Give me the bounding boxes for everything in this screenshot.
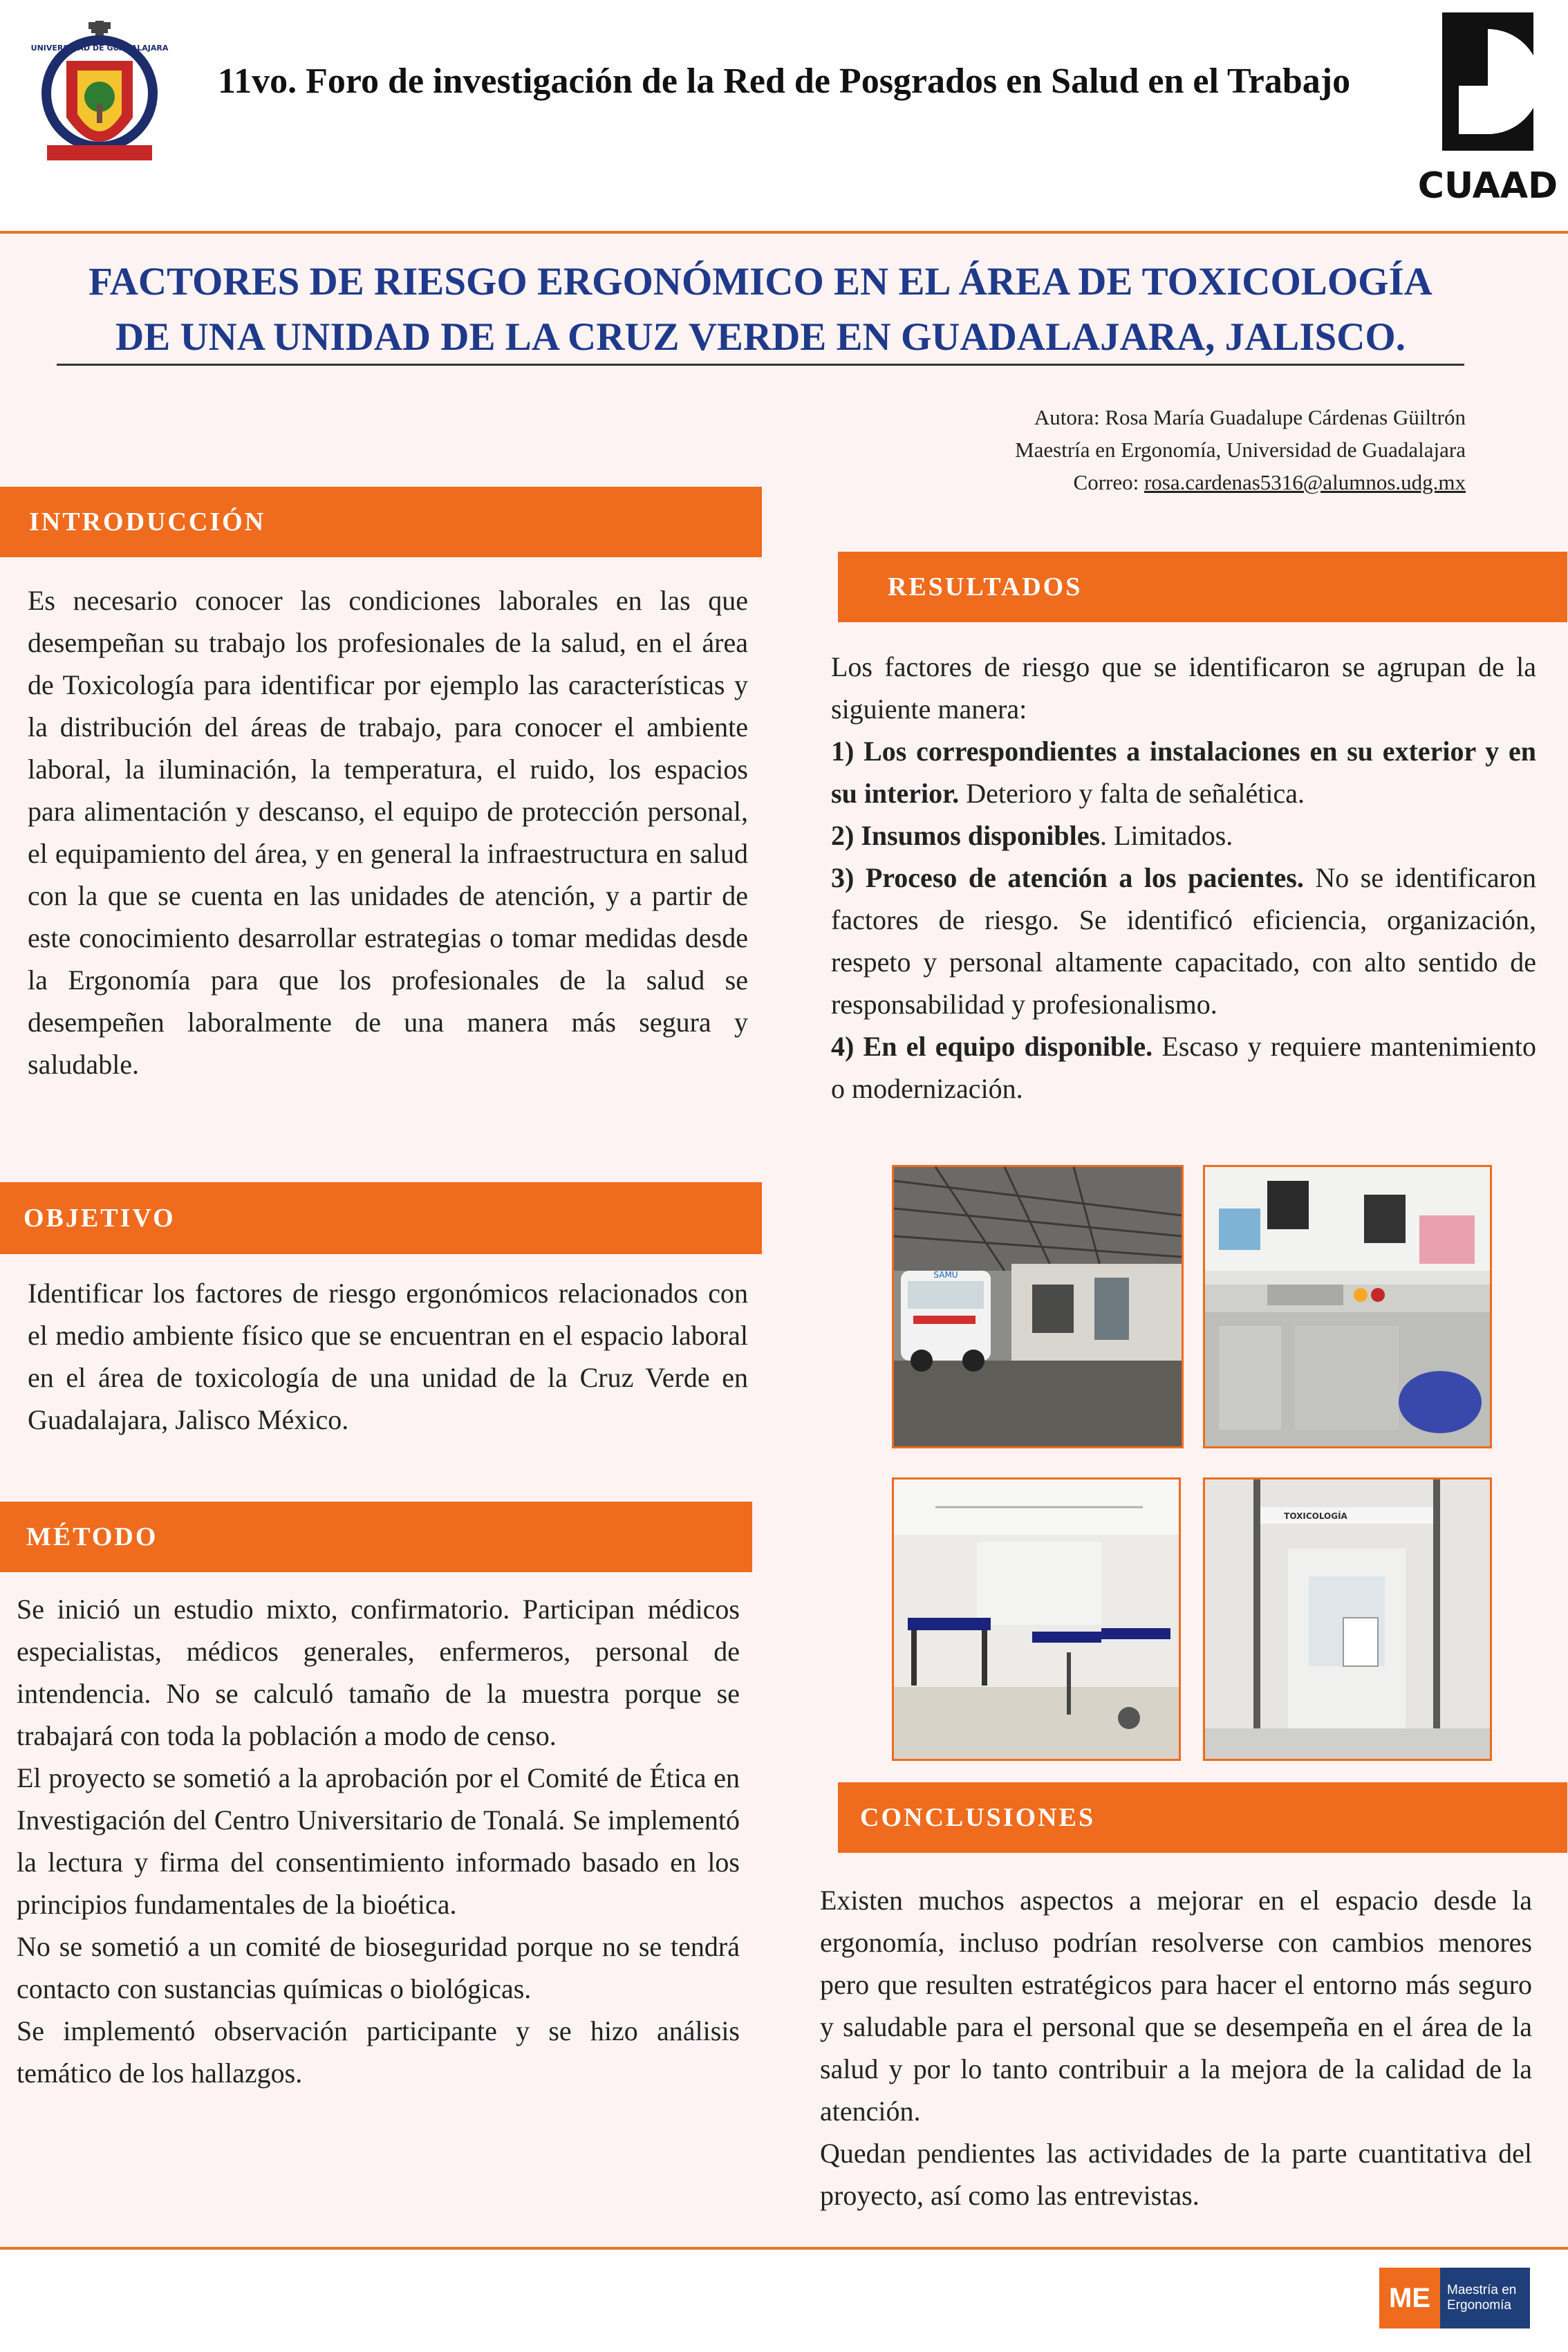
header-divider <box>0 231 1568 234</box>
conclusiones-heading: CONCLUSIONES <box>838 1782 1567 1853</box>
resultados-item-title: 2) Insumos disponibles <box>831 820 1101 851</box>
cuaad-logo-text: CUAAD <box>1417 165 1558 207</box>
resultados-item-desc: No se identificaron factores de riesgo. Se identificó eficiencia, organización, respeto y personal altamente capacitado, con alto sentido de responsabilidad y profesionalismo. <box>831 862 1537 1020</box>
resultados-item-desc: Escaso y requiere mantenimiento o modernización. <box>831 1031 1536 1104</box>
resultados-heading: RESULTADOS <box>838 552 1567 622</box>
badge-line1: Maestría en <box>1447 2283 1517 2297</box>
objetivo-text: Identificar los factores de riesgo ergonómicos relacionados con el medio ambiente físico que se encuentran en el espacio laboral en el área de toxicología de una unidad de la Cruz Verde en Guadalajara, Jalisco México. <box>28 1278 748 1435</box>
photo-exterior-ambulance <box>892 1165 1184 1448</box>
title-underline <box>57 364 1464 366</box>
badge-letters: ME <box>1379 2268 1440 2328</box>
metodo-paragraph: El proyecto se sometió a la aprobación por el Comité de Ética en Investigación del Centro Universitario de Tonalá. Se implementó la lectura y firma del consentimiento informado basado en los principios fundamentales de la bioética. <box>17 1762 740 1920</box>
metodo-heading: MÉTODO <box>0 1502 752 1572</box>
badge-line2: Ergonomía <box>1447 2298 1511 2313</box>
photo-patient-beds <box>892 1477 1181 1761</box>
resultados-item-desc: Deterioro y falta de señalética. <box>959 778 1305 809</box>
conclusiones-text <box>820 1879 1532 2216</box>
conclusiones-paragraph: Quedan pendientes las actividades de la parte cuantitativa del proyecto, así como las entrevistas. <box>820 2138 1532 2211</box>
poster-title <box>55 254 1466 365</box>
author-email-line <box>857 466 1466 498</box>
photo-toxicologia-entrance <box>1203 1477 1492 1761</box>
metodo-paragraph: Se implementó observación participante y se hizo análisis temático de los hallazgos. <box>17 2015 740 2089</box>
header-title: 11vo. Foro de investigación de la Red de Posgrados en Salud en el Trabajo <box>218 62 1351 101</box>
resultados-intro: Los factores de riesgo que se identificaron se agrupan de la siguiente manera: <box>831 651 1536 725</box>
metodo-paragraph: Se inició un estudio mixto, confirmatorio. Participan médicos especialistas, médicos generales, enfermeros, personal de intendencia. No se calculó tamaño de la muestra porque se trabajará con toda la población a modo de censo. <box>17 1594 740 1751</box>
photo-sink-area <box>1203 1165 1492 1448</box>
udg-logo <box>30 21 169 180</box>
objetivo-heading: OBJETIVO <box>0 1182 762 1254</box>
resultados-item-title: 4) En el equipo disponible. <box>831 1031 1153 1062</box>
resultados-item-title: 3) Proceso de atención a los pacientes. <box>831 862 1304 893</box>
badge-text <box>1440 2268 1530 2328</box>
resultados-item <box>831 730 1536 814</box>
poster-title-line1: FACTORES DE RIESGO ERGONÓMICO EN EL ÁREA DE TOXICOLOGÍA <box>88 260 1432 304</box>
cuaad-logo <box>1417 10 1558 207</box>
footer-divider <box>0 2247 1568 2250</box>
udg-logo-text: UNIVERSIDAD DE GUADALAJARA <box>30 44 169 53</box>
resultados-item <box>831 857 1536 1025</box>
maestria-ergonomia-badge <box>1379 2268 1530 2328</box>
introduccion-text: Es necesario conocer las condiciones laborales en las que desempeñan su trabajo los profesionales de la salud, en el área de Toxicología para identificar por ejemplo las características y la distribución del áreas de trabajo, para conocer el ambiente laboral, la iluminación, la temperatura, el ruido, los espacios para alimentación y descanso, el equipo de protección personal, el equipamiento del área, y en general la infraestructura en salud con la que se cuenta en las unidades de atención, y a partir de este conocimiento desarrollar estrategias o tomar medidas desde la Ergonomía para que los profesionales de la salud se desempeñen laboralmente de una manera más segura y saludable. <box>28 585 748 1080</box>
author-block <box>857 401 1466 498</box>
author-email-label: Correo: <box>1073 470 1144 494</box>
author-email-link[interactable]: rosa.cardenas5316@alumnos.udg.mx <box>1144 470 1466 494</box>
metodo-text <box>17 1588 740 2094</box>
resultados-item <box>831 1025 1536 1110</box>
toxicologia-sign: TOXICOLOGÍA <box>1284 1511 1347 1521</box>
resultados-item <box>831 814 1536 857</box>
author-name: Autora: Rosa María Guadalupe Cárdenas Güiltrón <box>1034 405 1466 429</box>
resultados-item-desc: . Limitados. <box>1100 820 1233 851</box>
metodo-paragraph: No se sometió a un comité de bioseguridad porque no se tendrá contacto con sustancias químicas o biológicas. <box>17 1931 740 2004</box>
ambulance-sign: SAMU <box>933 1270 958 1280</box>
resultados-item-title: 1) Los correspondientes a instalaciones en su exterior y en su interior. <box>831 736 1536 809</box>
introduccion-heading: INTRODUCCIÓN <box>0 487 762 557</box>
poster-title-line2: DE UNA UNIDAD DE LA CRUZ VERDE EN GUADALAJARA, JALISCO. <box>115 315 1406 359</box>
author-program: Maestría en Ergonomía, Universidad de Guadalajara <box>1015 438 1466 462</box>
conclusiones-paragraph: Existen muchos aspectos a mejorar en el espacio desde la ergonomía, incluso podrían resolverse con cambios menores pero que resulten estratégicos para hacer el entorno más seguro y saludable para el personal que se desempeña en el área de la salud y por lo tanto contribuir a la mejora de la calidad de la atención. <box>820 1885 1532 2127</box>
resultados-text <box>831 646 1536 1110</box>
